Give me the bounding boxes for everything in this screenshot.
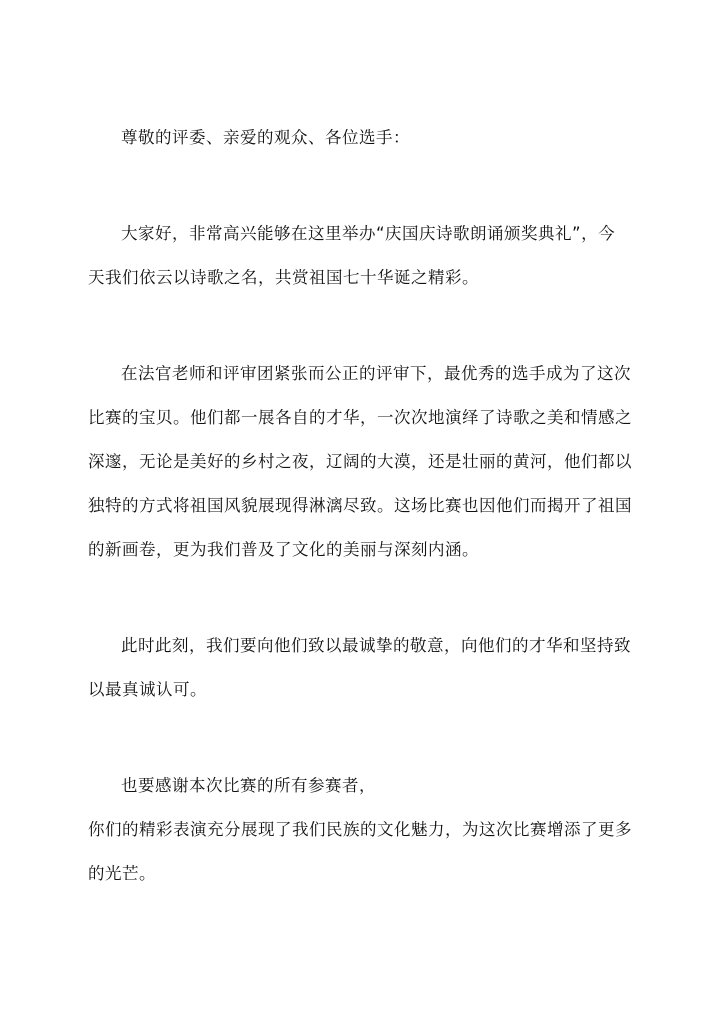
paragraph-5-line-3: 的光芒。 <box>88 864 156 883</box>
paragraph-5-line-2: 你们的精彩表演充分展现了我们民族的文化魅力，为这次比赛增添了更多 <box>88 820 632 839</box>
paragraph-2-line-2: 天我们依云以诗歌之名，共赏祖国七十华诞之精彩。 <box>88 268 479 287</box>
salutation-line: 尊敬的评委、亲爱的观众、各位选手： <box>121 128 410 147</box>
paragraph-3-line-5: 的新画卷，更为我们普及了文化的美丽与深刻内涵。 <box>88 540 479 559</box>
paragraph-2-line-1: 大家好，非常高兴能够在这里举办“庆国庆诗歌朗诵颁奖典礼”，今 <box>121 224 616 243</box>
paragraph-3-line-4: 独特的方式将祖国风貌展现得淋漓尽致。这场比赛也因他们而揭开了祖国 <box>88 496 632 515</box>
paragraph-5-line-1: 也要感谢本次比赛的所有参赛者， <box>121 776 376 795</box>
paragraph-3-line-2: 比赛的宝贝。他们都一展各自的才华，一次次地演绎了诗歌之美和情感之 <box>88 408 632 427</box>
paragraph-4-line-2: 以最真诚认可。 <box>88 680 207 699</box>
paragraph-3-line-1: 在法官老师和评审团紧张而公正的评审下，最优秀的选手成为了这次 <box>121 364 631 383</box>
paragraph-4-line-1: 此时此刻，我们要向他们致以最诚挚的敬意，向他们的才华和坚持致 <box>121 636 631 655</box>
paragraph-3-line-3: 深邃，无论是美好的乡村之夜，辽阔的大漠，还是壮丽的黄河，他们都以 <box>88 452 632 471</box>
